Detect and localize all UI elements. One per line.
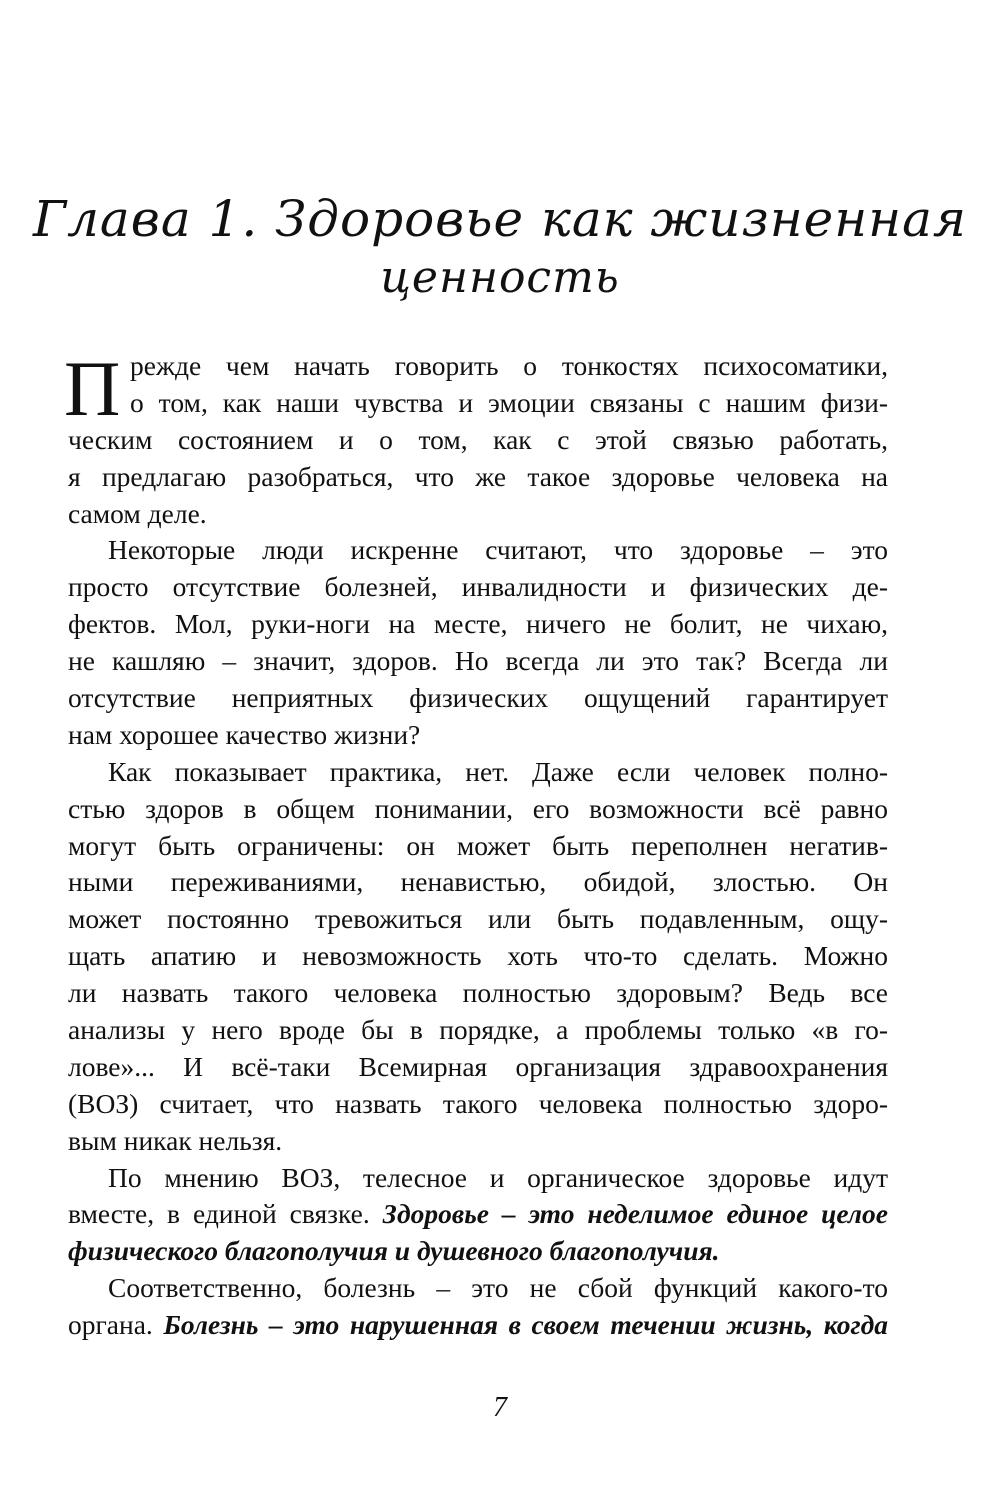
text-segment: анализы у него вроде бы в порядке, а проблемы только «в го- bbox=[68, 1014, 888, 1046]
emphasized-text: Болезнь – это нарушенная в своем течении жизнь, когда bbox=[163, 1309, 888, 1341]
text-line bbox=[68, 1049, 888, 1086]
text-segment: лове»... И всё-таки Всемирная организация здравоохранения bbox=[68, 1050, 888, 1082]
text-line bbox=[68, 643, 888, 680]
text-segment: не кашляю – значит, здоров. Но всегда ли это так? Всегда ли bbox=[68, 645, 888, 677]
text-segment: По мнению ВОЗ, телесное и органическое здоровье идут bbox=[108, 1161, 888, 1193]
text-segment: органа. bbox=[68, 1309, 164, 1341]
text-line bbox=[68, 459, 888, 496]
text-segment: ными переживаниями, ненавистью, обидой, злостью. Он bbox=[68, 866, 888, 898]
text-line bbox=[68, 348, 888, 385]
text-line bbox=[68, 864, 888, 901]
text-segment: может постоянно тревожиться или быть подавленным, ощу- bbox=[68, 903, 888, 935]
text-line bbox=[68, 385, 888, 422]
text-line bbox=[68, 1233, 888, 1270]
text-line bbox=[68, 1086, 888, 1123]
text-segment: фектов. Мол, руки-ноги на месте, ничего не болит, не чихаю, bbox=[68, 608, 888, 640]
text-line bbox=[68, 901, 888, 938]
emphasized-text: Здоровье – это неделимое единое целое bbox=[382, 1198, 888, 1230]
text-segment: вым никак нельзя. bbox=[68, 1124, 283, 1156]
text-segment: просто отсутствие болезней, инвалидности и физических де- bbox=[68, 571, 888, 603]
chapter-title-line-2: ценность bbox=[380, 252, 620, 303]
text-line bbox=[68, 1123, 888, 1160]
text-segment: стью здоров в общем понимании, его возможности всё равно bbox=[68, 792, 888, 824]
text-line bbox=[68, 496, 888, 533]
text-segment: (ВОЗ) считает, что назвать такого человека полностью здоро- bbox=[68, 1087, 888, 1119]
text-segment: ли назвать такого человека полностью здоровым? Ведь все bbox=[68, 977, 888, 1009]
text-segment: нам хорошее качество жизни? bbox=[68, 718, 421, 750]
text-line bbox=[68, 938, 888, 975]
text-segment: отсутствие неприятных физических ощущений гарантирует bbox=[68, 682, 888, 714]
page-number: 7 bbox=[493, 1392, 507, 1423]
text-line bbox=[68, 1196, 888, 1233]
text-segment: я предлагаю разобраться, что же такое здоровье человека на bbox=[68, 460, 888, 492]
text-line bbox=[68, 532, 888, 569]
text-line bbox=[68, 828, 888, 865]
chapter-title-line-1: Глава 1. Здоровье как жизненная bbox=[32, 190, 968, 248]
text-line bbox=[68, 1270, 888, 1307]
text-line bbox=[68, 975, 888, 1012]
text-line bbox=[68, 717, 888, 754]
text-segment: самом деле. bbox=[68, 497, 207, 529]
text-line bbox=[68, 1160, 888, 1197]
text-segment: ческим состоянием и о том, как с этой связью работать, bbox=[68, 423, 888, 455]
text-segment: вместе, в единой связке. bbox=[68, 1198, 383, 1230]
text-segment: Как показывает практика, нет. Даже если человек полно- bbox=[108, 755, 888, 787]
text-segment: режде чем начать говорить о тонкостях психосоматики, bbox=[130, 350, 888, 381]
text-segment: о том, как наши чувства и эмоции связаны с нашим физи- bbox=[130, 386, 888, 418]
text-line bbox=[68, 754, 888, 791]
text-segment: могут быть ограничены: он может быть переполнен негатив- bbox=[68, 829, 888, 861]
text-line bbox=[68, 791, 888, 828]
text-line bbox=[68, 569, 888, 606]
text-segment: щать апатию и невозможность хоть что-то сделать. Можно bbox=[68, 940, 888, 972]
text-segment: Соответственно, болезнь – это не сбой функций какого-то bbox=[108, 1272, 888, 1304]
text-line bbox=[68, 1012, 888, 1049]
text-segment: Некоторые люди искренне считают, что здоровье – это bbox=[108, 534, 888, 566]
body-text bbox=[68, 348, 888, 1344]
drop-cap: П bbox=[64, 345, 121, 432]
emphasized-text: физического благополучия и душевного благополучия. bbox=[68, 1235, 720, 1267]
text-line bbox=[68, 422, 888, 459]
text-line bbox=[68, 1307, 888, 1344]
text-line bbox=[68, 680, 888, 717]
text-line bbox=[68, 606, 888, 643]
